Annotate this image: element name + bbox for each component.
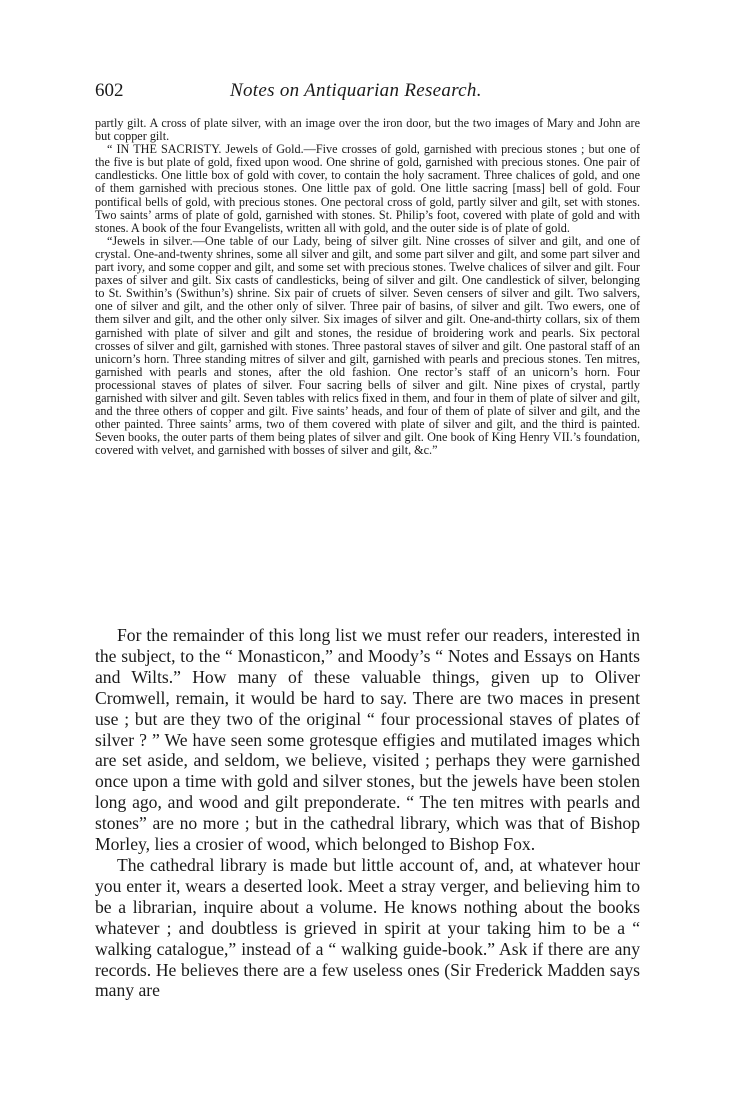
inventory-paragraph-silver: “Jewels in silver.—One table of our Lady, being of silver gilt. Nine crosses of silver and gilt, and one of crystal. One-and-twenty shrines, some all silver and gilt, and some part silver and gilt, and some part silver and part ivory, and some copper and gilt, and some set with precious stones. Twelve chalices of silver and gilt. Four paxes of silver and gilt. Six casts of candlesticks, being of silver and gilt. One candlestick of silver, belonging to St. Swithin’s (Swithun’s) shrine. Six pair of cruets of silver. Seven censers of silver and gilt. Two salvers, one of silver and gilt, and the other only of silver. Three pair of basins, of silver and gilt. Two ewers, one of them silver and gilt, and the other only silver. Six images of silver and gilt. One-and-thirty collars, six of them garnished with plate of silver and gilt and stones, the residue of broidering work and pearls. Six pectoral crosses of silver and gilt, garnished with stones. Three pastoral staves of silver and gilt. One pastoral staff of an unicorn’s horn. Three standing mitres of silver and gilt, garnished with pearls and precious stones. Ten mitres, garnished with pearls and stones, after the old fashion. One rector’s staff of an unicorn’s horn. Four processional staves of plates of silver. Four sacring bells of silver and gilt. Nine pixes of crystal, partly garnished with silver and gilt. Seven tables with relics fixed in them, and four in them of plate of silver and gilt, and the three others of copper and gilt. Five saints’ heads, and four of them of plate of silver and gilt, and the other painted. Three saints’ arms, two of them covered with plate of silver and gilt, and the third is painted. Seven books, the outer parts of them being plates of silver and gilt. One book of King Henry VII.’s foundation, covered with velvet, and garnished with bosses of silver and gilt, &c.” xyxy=(95,233,640,458)
inventory-quotation xyxy=(95,117,640,457)
inventory-paragraph-1: partly gilt. A cross of plate silver, with an image over the iron door, but the two images of Mary and John are but copper gilt. xyxy=(95,116,640,144)
page-number: 602 xyxy=(95,80,124,101)
inventory-paragraph-sacristy: “ IN THE SACRISTY. Jewels of Gold.—Five crosses of gold, garnished with precious stones ; but one of the five is but plate of gold, fixed upon wood. One shrine of gold, garnished with precious stones. One pair of candlesticks. One little box of gold with cover, to contain the holy sacrament. Three chalices of gold, and one of them garnished with precious stones. One little pax of gold. One little sacring [mass] bell of gold. Four pontifical bells of gold, with precious stones. One pectoral cross of gold, partly silver and gilt, set with stones. Two saints’ arms of plate of gold, garnished with stones. St. Philip’s foot, covered with plate of gold and with stones. A book of the four Evangelists, written all with gold, and the outer side is of plate of gold. xyxy=(95,142,640,235)
page-header xyxy=(95,79,640,105)
body-text xyxy=(95,625,640,1001)
running-title: Notes on Antiquarian Research. xyxy=(230,80,482,101)
body-paragraph-2: The cathedral library is made but little account of, and, at whatever hour you enter it, wears a deserted look. Meet a stray verger, and believing him to be a librarian, inquire about a volume. He knows nothing about the books whatever ; and doubtless is grieved in spirit at your taking him to be a “ walking catalogue,” instead of a “ walking guide-book.” Ask if there are any records. He believes there are a few useless ones (Sir Frederick Madden says many are xyxy=(95,854,640,1001)
body-paragraph-1: For the remainder of this long list we must refer our readers, interested in the subject, to the “ Monasticon,” and Moody’s “ Notes and Essays on Hants and Wilts.” How many of these valuable things, given up to Oliver Cromwell, remain, it would be hard to say. There are two maces in present use ; but are they two of the original “ four processional staves of plates of silver ? ” We have seen some grotesque effigies and mutilated images which are set aside, and seldom, we believe, visited ; perhaps they were garnished once upon a time with gold and silver stones, but the jewels have been stolen long ago, and wood and gilt preponderate. “ The ten mitres with pearls and stones” are no more ; but in the cathedral library, which was that of Bishop Morley, lies a crosier of wood, which belonged to Bishop Fox. xyxy=(95,625,640,855)
